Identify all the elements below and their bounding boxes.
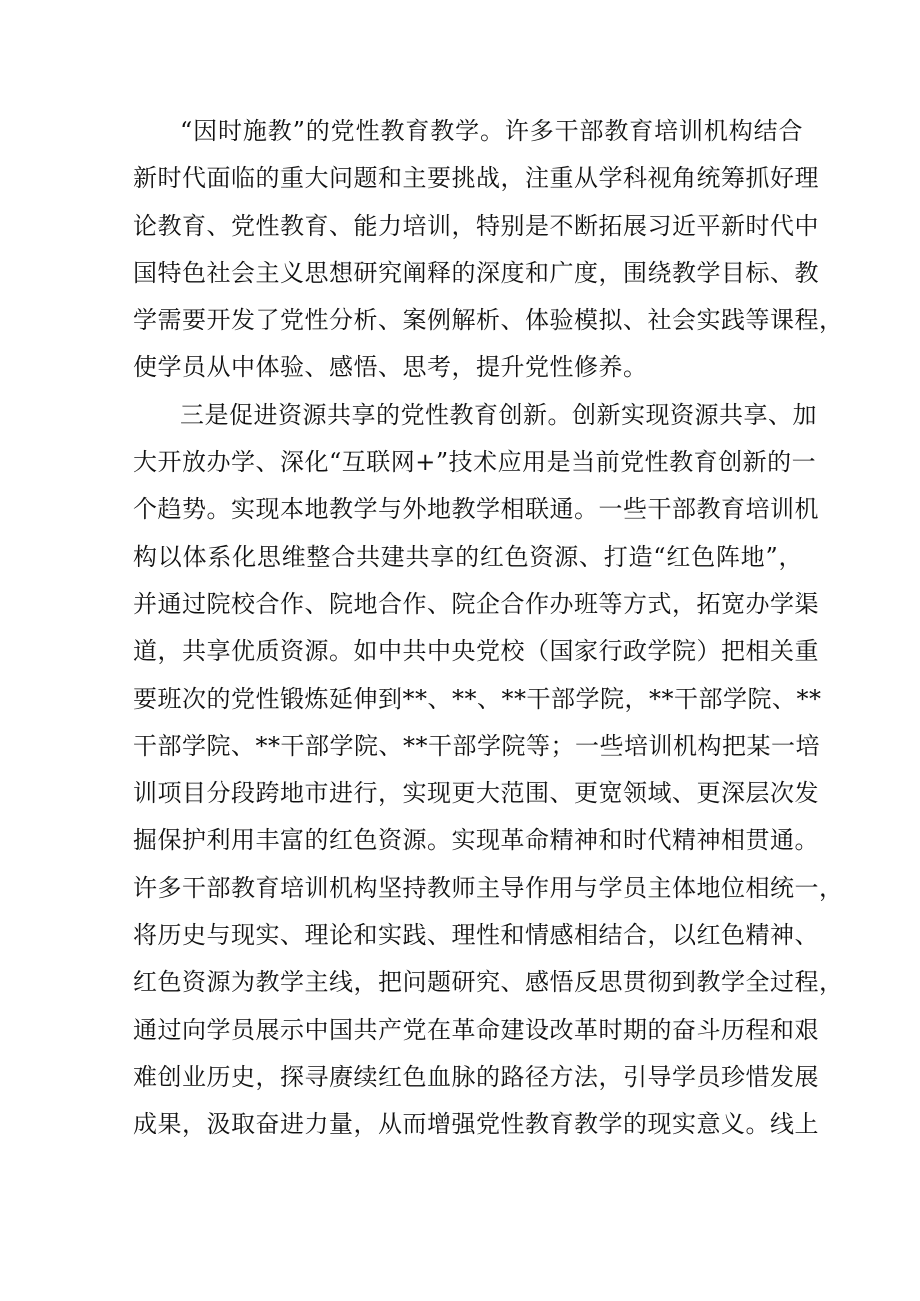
document-body bbox=[133, 108, 844, 1149]
text-line: 并通过院校合作、院地合作、院企合作办班等方式，拓宽办学渠 bbox=[133, 589, 819, 618]
text-line: 新时代面临的重大问题和主要挑战，注重从学科视角统筹抓好理 bbox=[133, 164, 819, 193]
text-line: 道，共享优质资源。如中共中央党校（国家行政学院）把相关重 bbox=[133, 637, 819, 666]
text-line: 红色资源为教学主线，把问题研究、感悟反思贯彻到教学全过程， bbox=[133, 968, 844, 997]
text-line: 学需要开发了党性分析、案例解析、体验模拟、社会实践等课程， bbox=[133, 306, 844, 335]
text-line: 国特色社会主义思想研究阐释的深度和广度，围绕教学目标、教 bbox=[133, 258, 819, 287]
text-line: 论教育、党性教育、能力培训，特别是不断拓展习近平新时代中 bbox=[133, 211, 819, 240]
text-line: 大开放办学、深化“互联网+”技术应用是当前党性教育创新的一 bbox=[133, 448, 817, 477]
text-line: 使学员从中体验、感悟、思考，提升党性修养。 bbox=[133, 353, 648, 382]
text-line: 掘保护利用丰富的红色资源。实现革命精神和时代精神相贯通。 bbox=[133, 826, 819, 855]
text-line: 将历史与现实、理论和实践、理性和情感相结合，以红色精神、 bbox=[133, 921, 819, 950]
text-line: 构以体系化思维整合共建共享的红色资源、打造“红色阵地”， bbox=[133, 542, 803, 571]
text-line: 通过向学员展示中国共产党在革命建设改革时期的奋斗历程和艰 bbox=[133, 1015, 819, 1044]
text-line: 难创业历史，探寻赓续红色血脉的路径方法，引导学员珍惜发展 bbox=[133, 1062, 819, 1091]
text-line: “因时施教”的党性教育教学。许多干部教育培训机构结合 bbox=[180, 117, 803, 145]
text-line: 要班次的党性锻炼延伸到**、**、**干部学院，**干部学院、** bbox=[133, 684, 822, 713]
text-line: 许多干部教育培训机构坚持教师主导作用与学员主体地位相统一， bbox=[133, 873, 844, 902]
text-line: 成果，汲取奋进力量，从而增强党性教育教学的现实意义。线上 bbox=[133, 1110, 819, 1139]
text-line: 三是促进资源共享的党性教育创新。创新实现资源共享、加 bbox=[180, 400, 817, 429]
text-line: 训项目分段跨地市进行，实现更大范围、更宽领域、更深层次发 bbox=[133, 779, 819, 808]
text-line: 个趋势。实现本地教学与外地教学相联通。一些干部教育培训机 bbox=[133, 495, 819, 524]
text-line: 干部学院、**干部学院、**干部学院等；一些培训机构把某一培 bbox=[133, 731, 820, 760]
